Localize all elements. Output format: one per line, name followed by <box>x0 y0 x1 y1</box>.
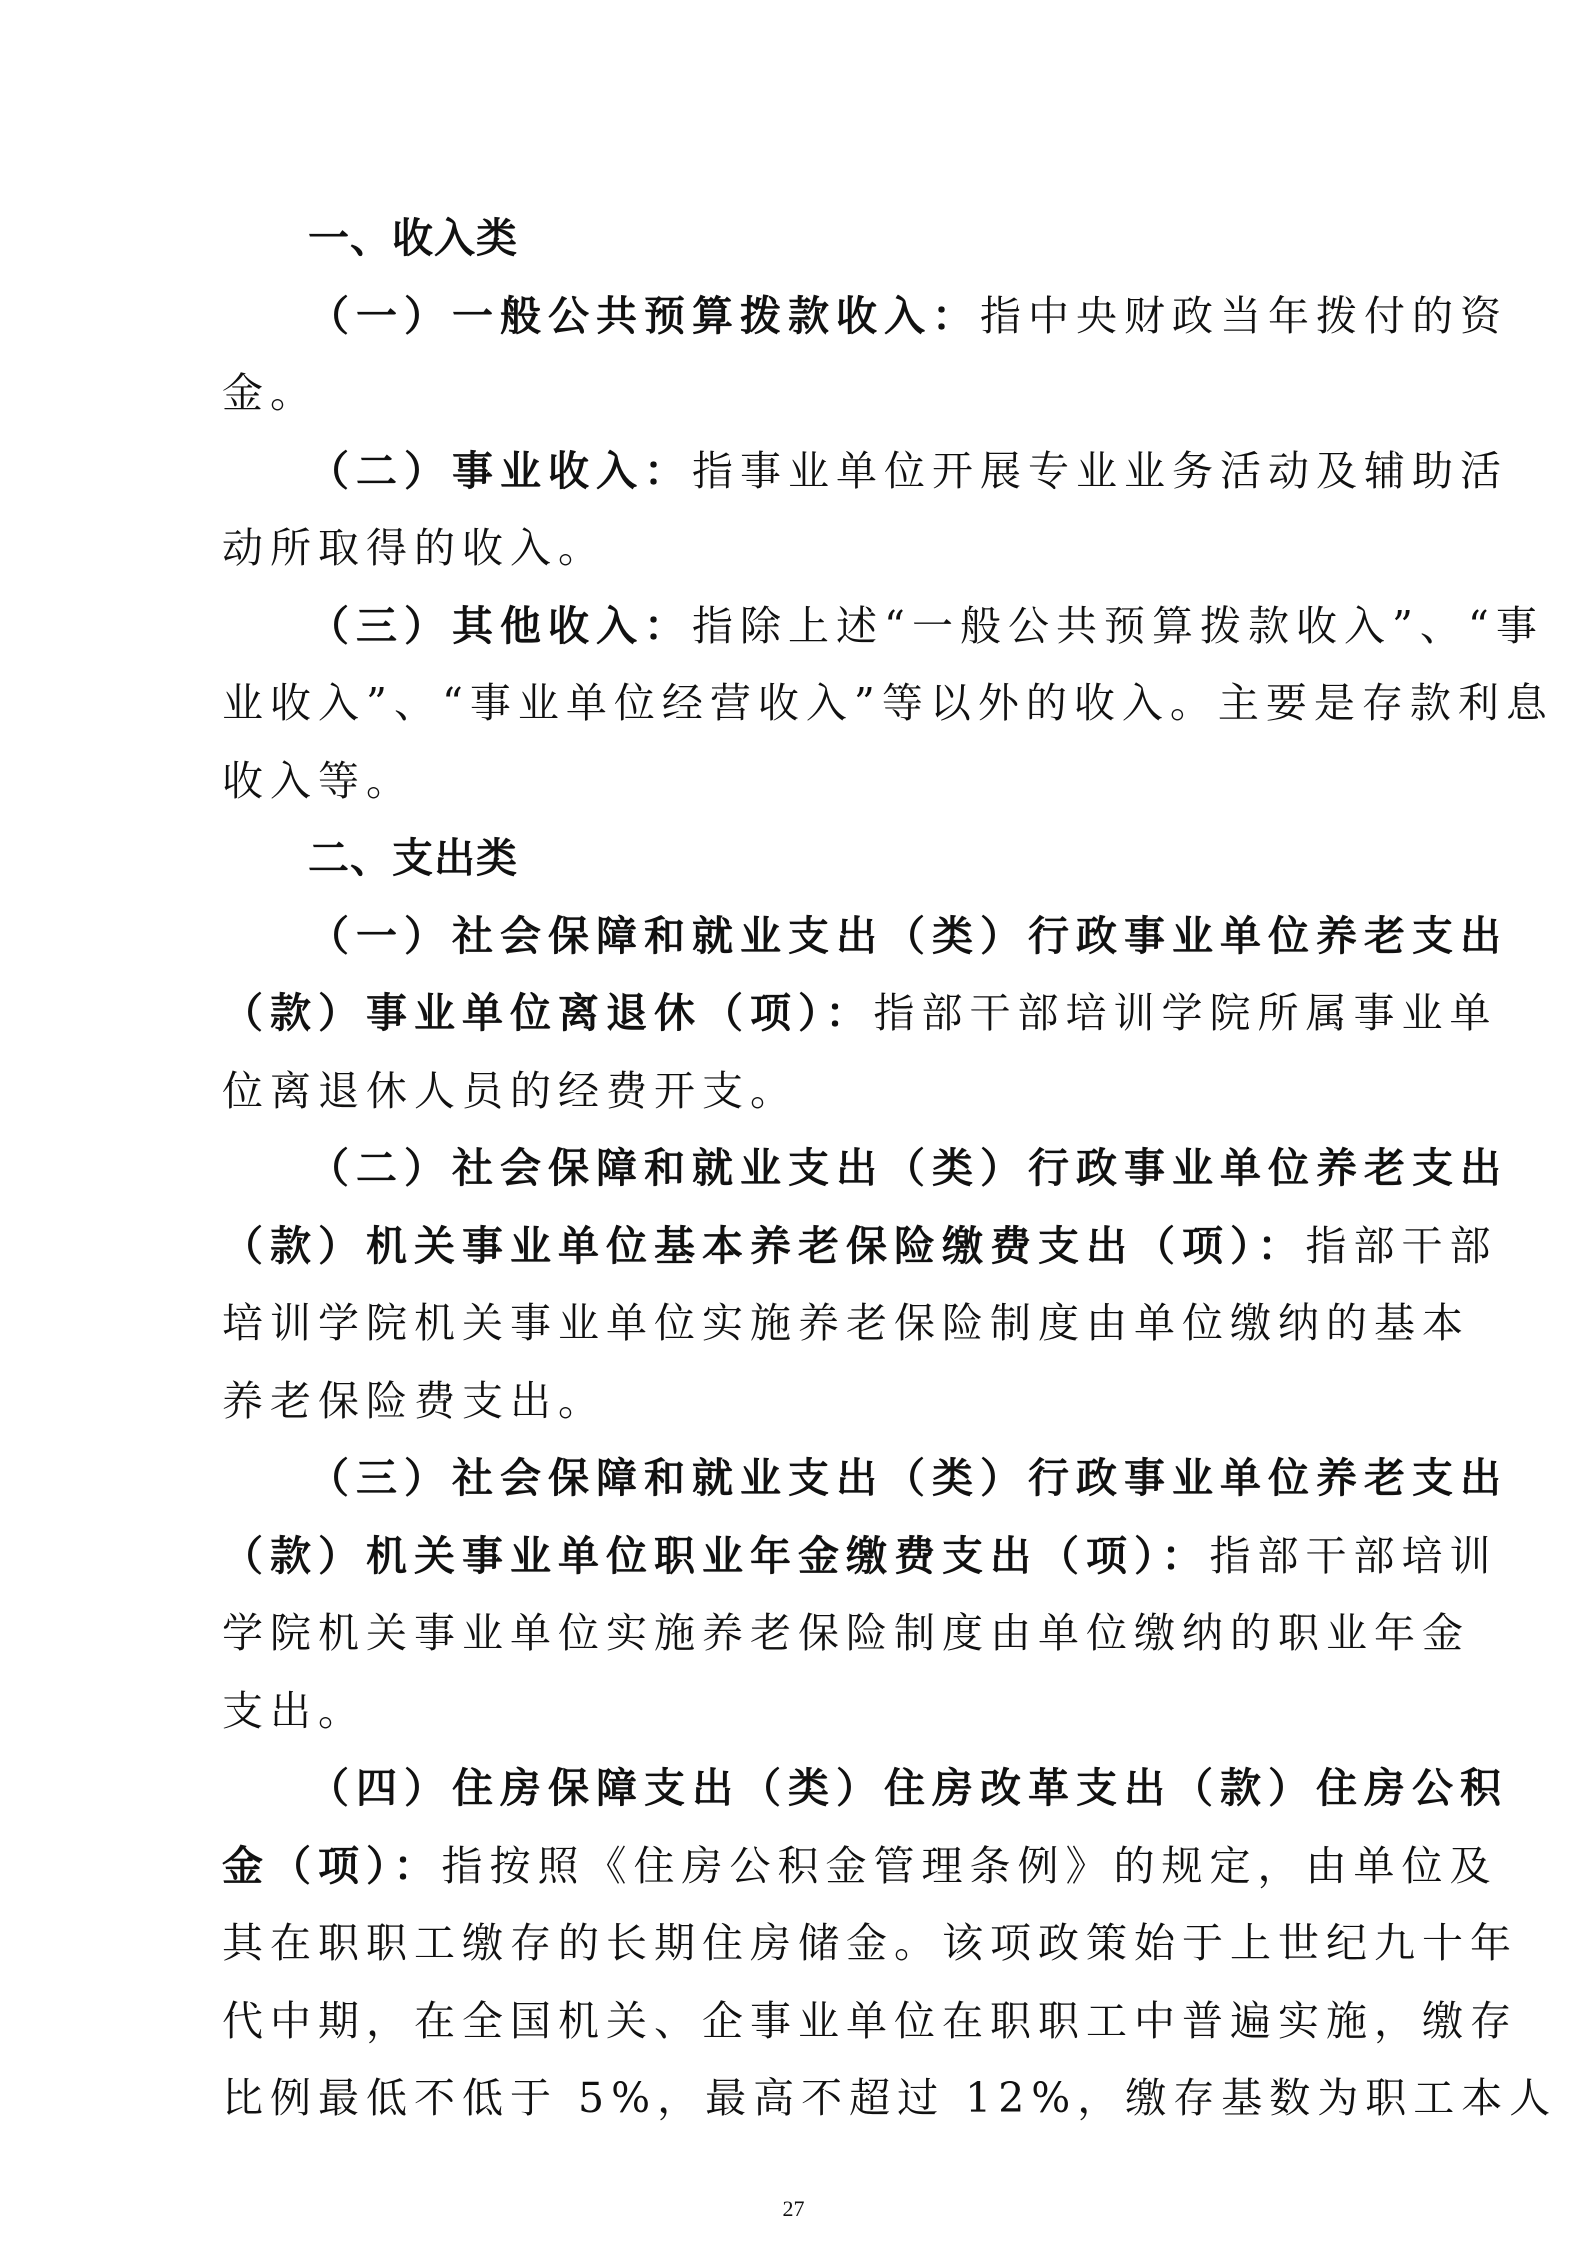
text-line <box>222 1595 1470 1673</box>
paragraph-expense-4 <box>222 1750 1558 2138</box>
text-line <box>222 1828 1498 1906</box>
text-line <box>222 665 1554 743</box>
text-line <box>222 1440 1508 1518</box>
section-heading-expense: 二、支出类 <box>308 834 518 882</box>
definition-text: 指事业单位开展专业业务活动及辅助活 <box>692 446 1508 495</box>
text-line <box>222 2060 1558 2138</box>
term-label: （款）机关事业单位职业年金缴费支出（项）： <box>222 1531 1210 1580</box>
text-line <box>222 1905 1518 1983</box>
definition-text: 金。 <box>222 369 318 417</box>
text-line <box>222 898 1508 976</box>
term-label: （款）机关事业单位基本养老保险缴费支出（项）： <box>222 1221 1306 1270</box>
document-body <box>222 200 1558 2138</box>
text-line <box>222 1130 1508 1208</box>
term-label: 金（项）： <box>222 1841 442 1890</box>
definition-text: 指部干部培训学院所属事业单 <box>873 989 1498 1037</box>
term-label: （款）事业单位离退休（项）： <box>222 989 874 1037</box>
text-line <box>222 1750 1508 1828</box>
term-label: （二）事业收入： <box>308 446 692 495</box>
definition-text: 指中央财政当年拨付的资 <box>980 291 1508 340</box>
text-line <box>222 1363 1368 1441</box>
definition-text: 比例最低不低于 5%，最高不超过 12%，缴存基数为职工本人 <box>222 2074 1558 2122</box>
term-label: （一）一般公共预算拨款收入： <box>308 291 980 340</box>
text-line <box>222 278 1508 356</box>
section-heading-income: 一、收入类 <box>308 214 518 262</box>
definition-text: 培训学院机关事业单位实施养老保险制度由单位缴纳的基本 <box>222 1299 1470 1347</box>
paragraph-expense-3 <box>222 1440 1508 1750</box>
definition-text: 其在职职工缴存的长期住房储金。该项政策始于上世纪九十年 <box>222 1919 1518 1967</box>
definition-text: 指按照《住房公积金管理条例》的规定，由单位及 <box>441 1841 1498 1890</box>
text-line <box>222 1518 1498 1596</box>
page-number: 27 <box>782 2196 805 2221</box>
definition-text: 指部干部 <box>1305 1221 1498 1270</box>
text-line <box>222 1983 1518 2061</box>
definition-text: 代中期，在全国机关、企事业单位在职职工中普遍实施，缴存 <box>222 1996 1518 2045</box>
text-line <box>222 433 1508 511</box>
definition-text: 指部干部培训 <box>1209 1531 1498 1580</box>
text-line <box>222 510 1368 588</box>
text-line <box>222 1673 1368 1751</box>
paragraph-income-3 <box>222 588 1554 821</box>
definition-text: 指除上述“一般公共预算拨款收入”、“事 <box>692 601 1544 650</box>
term-label: （二）社会保障和就业支出（类）行政事业单位养老支出 <box>308 1144 1508 1192</box>
definition-text: 养老保险费支出。 <box>222 1376 606 1425</box>
text-line <box>222 1208 1498 1286</box>
definition-text: 业收入”、“事业单位经营收入”等以外的收入。主要是存款利息 <box>222 679 1554 727</box>
paragraph-expense-2 <box>222 1130 1508 1440</box>
definition-text: 收入等。 <box>222 756 414 805</box>
term-label: （三）社会保障和就业支出（类）行政事业单位养老支出 <box>308 1454 1508 1502</box>
definition-text: 支出。 <box>222 1686 366 1735</box>
definition-text: 动所取得的收入。 <box>222 524 606 572</box>
text-line <box>222 975 1498 1053</box>
term-label: （一）社会保障和就业支出（类）行政事业单位养老支出 <box>308 911 1508 960</box>
text-line <box>222 1285 1470 1363</box>
text-line <box>222 1053 1368 1131</box>
text-line <box>222 743 1368 821</box>
text-line <box>222 588 1544 666</box>
paragraph-expense-1 <box>222 898 1508 1131</box>
text-line <box>222 355 1368 433</box>
definition-text: 学院机关事业单位实施养老保险制度由单位缴纳的职业年金 <box>222 1609 1470 1657</box>
paragraph-income-2 <box>222 433 1508 588</box>
term-label: （四）住房保障支出（类）住房改革支出（款）住房公积 <box>308 1764 1508 1812</box>
term-label: （三）其他收入： <box>308 601 692 650</box>
definition-text: 位离退休人员的经费开支。 <box>222 1066 798 1115</box>
paragraph-income-1 <box>222 278 1508 433</box>
